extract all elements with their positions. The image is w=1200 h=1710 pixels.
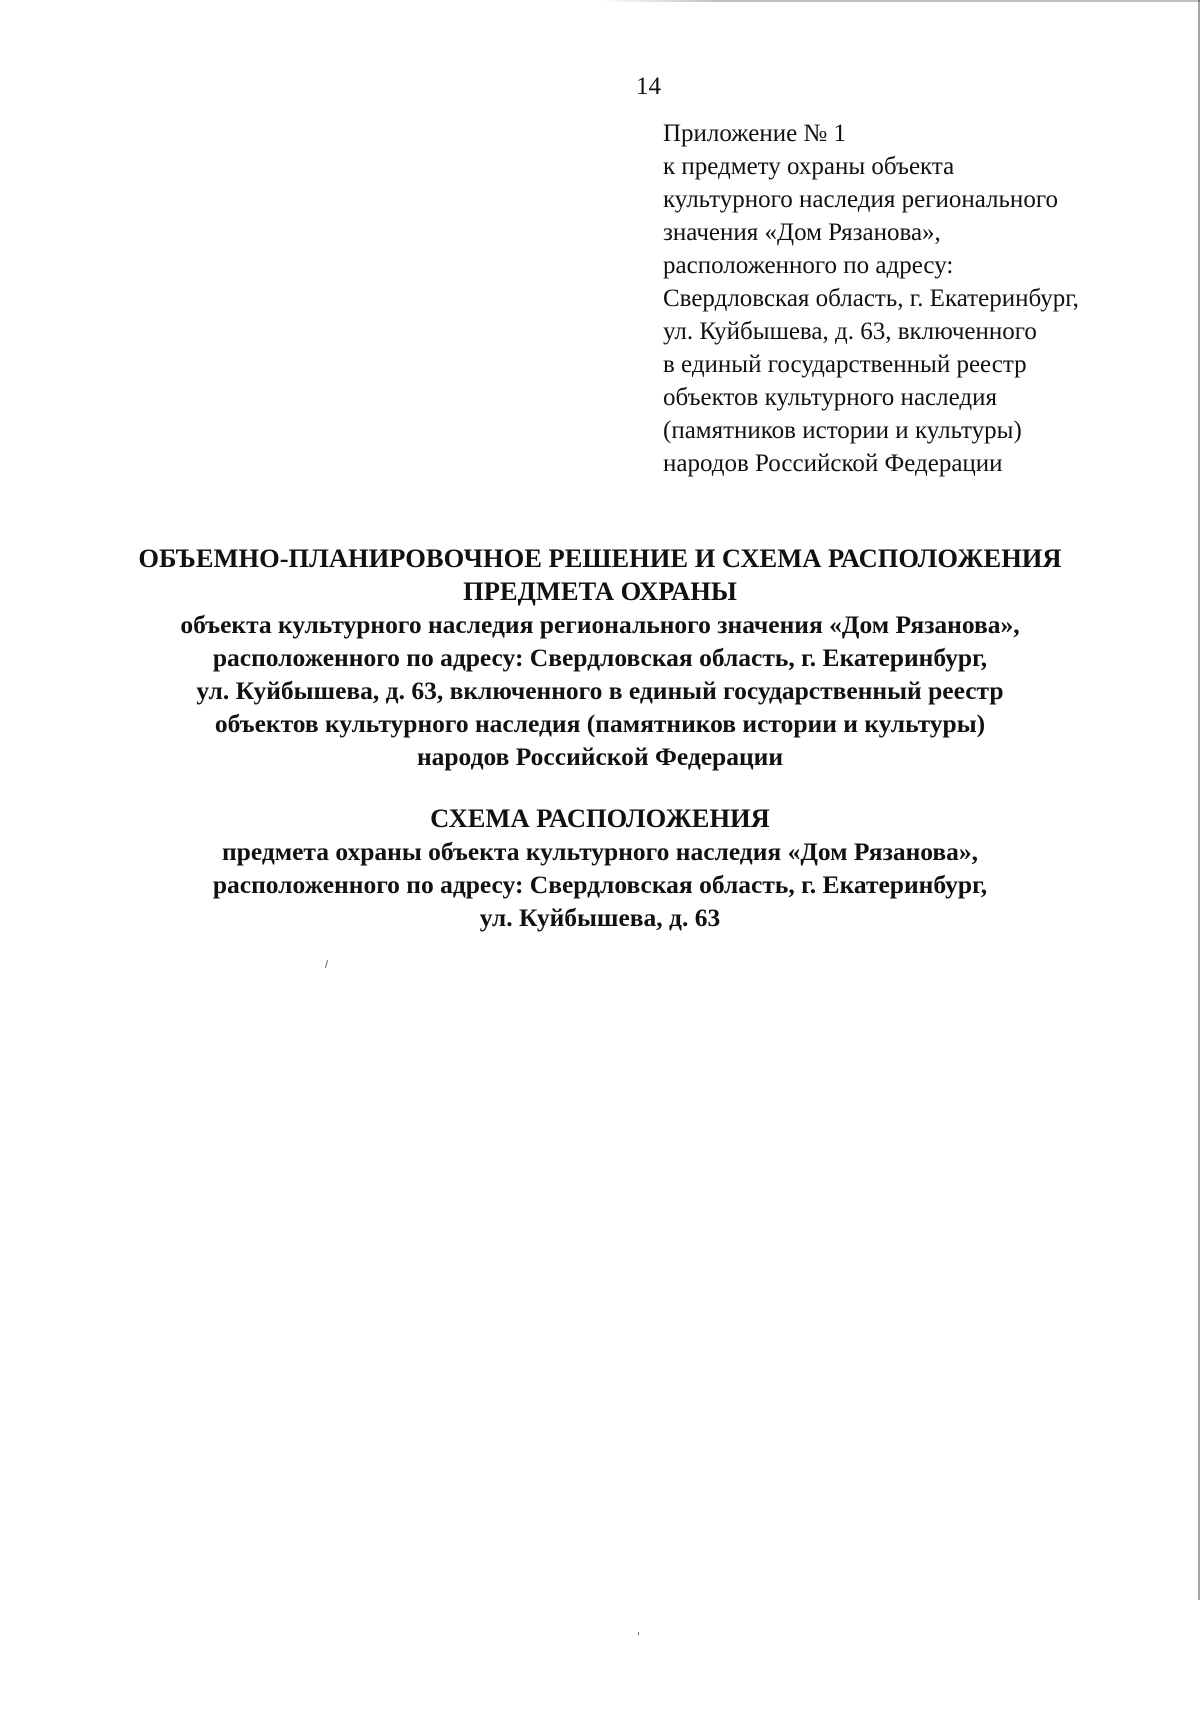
title-body-line: расположенного по адресу: Свердловская область, г. Екатеринбург, bbox=[212, 643, 988, 672]
appendix-line: к предмету охраны объекта bbox=[663, 153, 955, 180]
scan-speck bbox=[325, 960, 328, 968]
appendix-line: объектов культурного наследия bbox=[663, 384, 997, 411]
appendix-note bbox=[663, 117, 1183, 480]
appendix-line: Свердловская область, г. Екатеринбург, bbox=[663, 285, 1079, 312]
scheme-body-line: ул. Куйбышева, д. 63 bbox=[479, 903, 721, 932]
appendix-line: Приложение № 1 bbox=[663, 120, 847, 147]
appendix-line: (памятников истории и культуры) bbox=[663, 417, 1022, 444]
scheme-body-line: расположенного по адресу: Свердловская область, г. Екатеринбург, bbox=[212, 870, 988, 899]
appendix-line: значения «Дом Рязанова», bbox=[663, 219, 941, 246]
scan-speck bbox=[638, 1632, 639, 1635]
title-body-line: ул. Куйбышева, д. 63, включенного в единый государственный реестр bbox=[196, 676, 1004, 705]
title-body-line: объектов культурного наследия (памятников истории и культуры) bbox=[214, 709, 986, 738]
appendix-line: культурного наследия регионального bbox=[663, 186, 1058, 213]
scan-edge-top bbox=[600, 0, 1200, 2]
appendix-line: ул. Куйбышева, д. 63, включенного bbox=[663, 318, 1037, 345]
scheme-heading: СХЕМА РАСПОЛОЖЕНИЯ bbox=[430, 803, 770, 833]
title-body-line: народов Российской Федерации bbox=[416, 742, 784, 771]
scheme-section bbox=[0, 802, 1200, 934]
title-heading-line: ОБЪЕМНО-ПЛАНИРОВОЧНОЕ РЕШЕНИЕ И СХЕМА РАСПОЛОЖЕНИЯ bbox=[138, 543, 1062, 573]
scheme-body-line: предмета охраны объекта культурного наследия «Дом Рязанова», bbox=[221, 837, 979, 866]
appendix-line: в единый государственный реестр bbox=[663, 351, 1027, 378]
appendix-line: народов Российской Федерации bbox=[663, 450, 1003, 477]
page-number: 14 bbox=[636, 73, 661, 100]
document-title bbox=[0, 542, 1200, 773]
title-heading-line: ПРЕДМЕТА ОХРАНЫ bbox=[463, 576, 737, 606]
title-body-line: объекта культурного наследия регионального значения «Дом Рязанова», bbox=[180, 610, 1020, 639]
appendix-line: расположенного по адресу: bbox=[663, 252, 954, 279]
